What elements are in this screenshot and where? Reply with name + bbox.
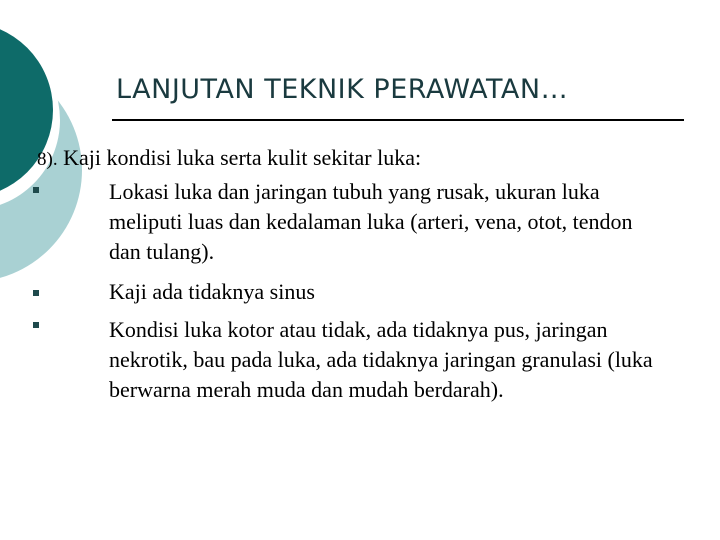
bullet-square-icon bbox=[33, 322, 39, 328]
slide-title: LANJUTAN TEKNIK PERAWATAN… bbox=[116, 74, 569, 105]
lead-number: 8). bbox=[37, 149, 58, 170]
lead-line bbox=[37, 145, 421, 171]
lead-text: Kaji kondisi luka serta kulit sekitar luka: bbox=[63, 145, 422, 170]
title-underline bbox=[112, 119, 684, 121]
bullet-item-2: Kaji ada tidaknya sinus bbox=[109, 279, 315, 304]
bullet-item-3: Kondisi luka kotor atau tidak, ada tidaknya pus, jaringan nekrotik, bau pada luka, ada tidaknya jaringan granulasi (luka berwarna merah muda dan mudah berdarah). bbox=[109, 317, 653, 402]
bullet-square-icon bbox=[33, 187, 39, 193]
bullet-square-icon bbox=[33, 290, 39, 296]
bullet-item-1: Lokasi luka dan jaringan tubuh yang rusak, ukuran luka meliputi luas dan kedalaman luka (arteri, vena, otot, tendon dan tulang). bbox=[109, 179, 633, 264]
